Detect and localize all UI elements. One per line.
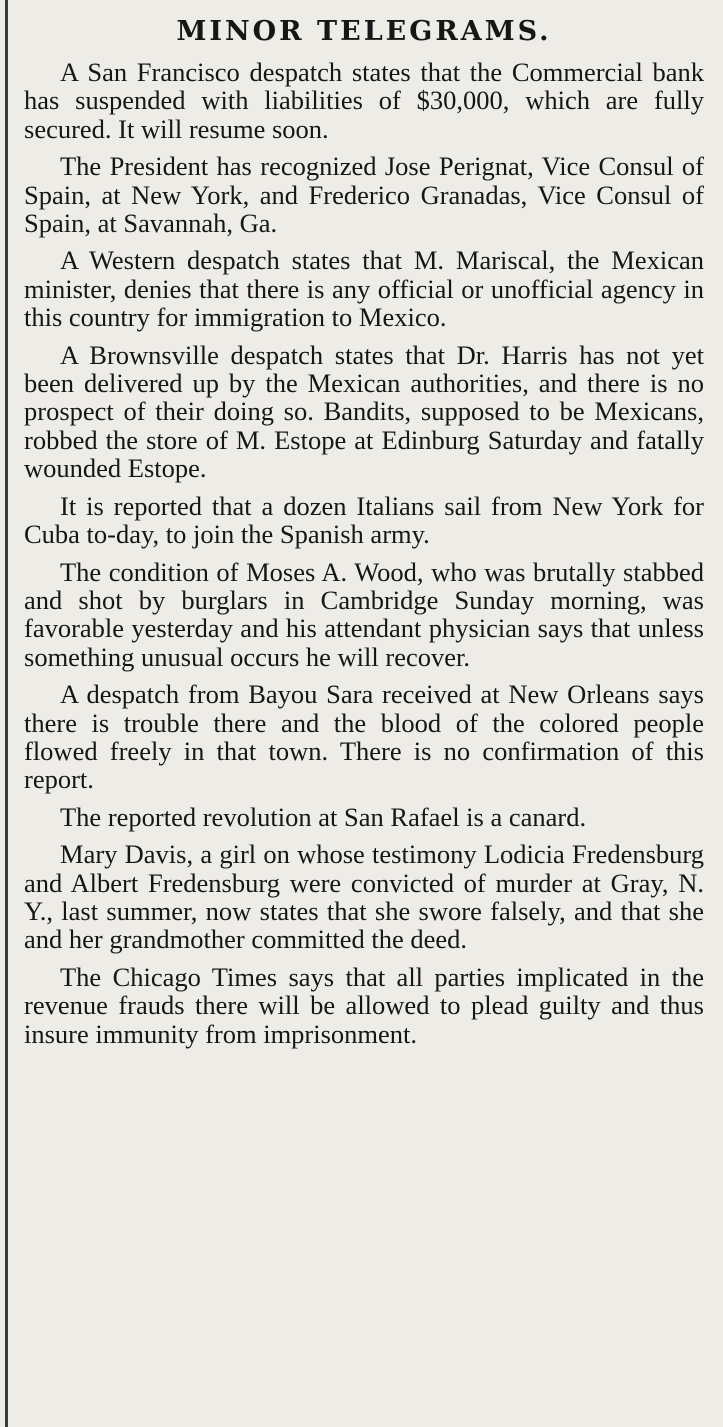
column-rule xyxy=(5,0,8,1427)
article-column xyxy=(24,12,704,1057)
news-item-3: A Western despatch states that M. Mariscal, the Mexican minister, denies that there is any official or unofficial agency in this country for immigration to Mexico. xyxy=(24,245,704,333)
headline: MINOR TELEGRAMS. xyxy=(176,16,552,47)
news-item-1: A San Francisco despatch states that the Commercial bank has suspended with liabilities of $30,000, which are fully secured. It will resume soon. xyxy=(24,57,704,144)
news-item-2: The President has recognized Jose Perignat, Vice Consul of Spain, at New York, and Frederico Granadas, Vice Consul of Spain, at Savannah, Ga. xyxy=(24,151,704,239)
news-item-9: Mary Davis, a girl on whose testimony Lodicia Fredensburg and Albert Fredensburg were convicted of murder at Gray, N. Y., last summer, now states that she swore falsely, and that she and her grandmother committed the deed. xyxy=(24,839,704,955)
news-item-8: The reported revolution at San Rafael is a canard. xyxy=(60,801,587,832)
news-item-6: The condition of Moses A. Wood, who was brutally stabbed and shot by burglars in Cambridge Sunday morning, was favorable yesterday and his attendant physician says that unless something unusual occurs he will recover. xyxy=(24,556,704,672)
news-item-7: A despatch from Bayou Sara received at New Orleans says there is trouble there and the blood of the colored people flowed freely in that town. There is no confirmation of this report. xyxy=(24,679,704,795)
news-item-5: It is reported that a dozen Italians sail from New York for Cuba to-day, to join the Spanish army. xyxy=(24,490,704,550)
news-item-10: The Chicago Times says that all parties implicated in the revenue frauds there will be allowed to plead guilty and thus insure immunity from imprisonment. xyxy=(24,961,704,1049)
news-item-4: A Brownsville despatch states that Dr. Harris has not yet been delivered up by the Mexican authorities, and there is no prospect of their doing so. Bandits, supposed to be Mexicans, robbed the store of M. Estope at Edinburg Saturday and fatally wounded Estope. xyxy=(24,339,704,484)
